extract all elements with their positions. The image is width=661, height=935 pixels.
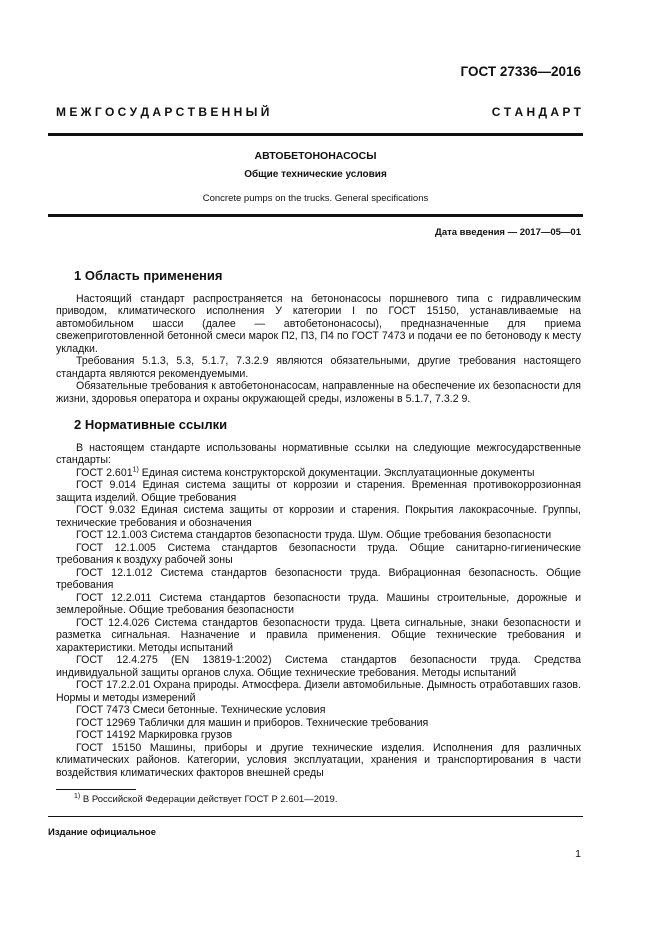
reference-item: ГОСТ 12.1.003 Система стандартов безопасности труда. Шум. Общие требования безопасности — [76, 529, 552, 541]
footnote-mark: 1) — [74, 792, 81, 800]
english-title: Concrete pumps on the trucks. General specifications — [202, 193, 429, 204]
paragraph: Настоящий стандарт распространяется на бетононасосы поршневого типа с гидравлическим приводом, климатического исполнения У категории I по ГОСТ 15150, устанавливаемые на автомобильном шасси (далее — автобетононасосы), предназначенные для приема свежеприготовленной бетонной смеси марок П2, П3, П4 по ГОСТ 7473 и подачи ее по бетоноводу к месту укладки. — [56, 292, 581, 355]
main-content — [56, 262, 581, 779]
reference-item: ГОСТ 9.014 Единая система защиты от коррозии и старения. Временная противокоррозионная защита изделий. Общие требования — [56, 479, 581, 504]
reference-item: ГОСТ 12.4.275 (EN 13819-1:2002) Система стандартов безопасности труда. Средства индивидуальной защиты органов слуха. Общие технические требования. Методы испытаний — [56, 654, 581, 679]
gost-number: ГОСТ 27336—2016 — [460, 64, 581, 79]
reference-item: ГОСТ 17.2.2.01 Охрана природы. Атмосфера. Дизели автомобильные. Дымность отработавших газов. Нормы и методы измерений — [56, 679, 581, 704]
reference-item: ГОСТ 7473 Смеси бетонные. Технические условия — [76, 704, 326, 716]
reference-item — [56, 467, 581, 480]
interstate-standard-banner — [56, 105, 581, 119]
reference-item: ГОСТ 14192 Маркировка грузов — [76, 729, 233, 741]
reference-code: ГОСТ 2.601 — [76, 466, 133, 479]
page-number: 1 — [575, 848, 581, 860]
footnote-text: В Российской Федерации действует ГОСТ Р 2.601—2019. — [80, 794, 338, 805]
bottom-rule — [48, 816, 583, 817]
reference-item: ГОСТ 12969 Таблички для машин и приборов. Технические требования — [76, 716, 429, 729]
reference-item: ГОСТ 12.1.012 Система стандартов безопасности труда. Вибрационная безопасность. Общие требования — [56, 566, 581, 591]
title-bottom-rule — [48, 214, 583, 217]
interstate-word: М Е Ж Г О С У Д А Р С Т В Е Н Н Ы Й — [56, 105, 270, 119]
footnote-separator — [56, 789, 136, 790]
footnote-mark: 1) — [132, 465, 139, 473]
document-title: АВТОБЕТОНОНАСОСЫ — [254, 150, 377, 162]
footnote — [74, 794, 337, 805]
reference-item: ГОСТ 9.032 Единая система защиты от коррозии и старения. Покрытия лакокрасочные. Группы, технические требования и обозначения — [56, 504, 581, 529]
paragraph: Обязательные требования к автобетононасосам, направленные на обеспечение их безопасности для жизни, здоровья оператора и охраны окружающей среды, изложены в 5.1.7, 7.3.2 9. — [56, 380, 581, 405]
paragraph: В настоящем стандарте использованы нормативные ссылки на следующие межгосударственные стандарты: — [56, 441, 581, 466]
top-rule — [48, 133, 583, 136]
reference-text: Единая система конструкторской документации. Эксплуатационные документы — [138, 466, 535, 479]
reference-item: ГОСТ 12.4.026 Система стандартов безопасности труда. Цвета сигнальные, знаки безопасности и разметка сигнальная. Назначение и правила применения. Общие технические требования и характеристики. Методы испытаний — [56, 616, 581, 654]
reference-item: ГОСТ 12.1.005 Система стандартов безопасности труда. Общие санитарно-гигиенические требования к воздуху рабочей зоны — [56, 541, 581, 566]
paragraph: Требования 5.1.3, 5.3, 5.1.7, 7.3.2.9 являются обязательными, другие требования настоящего стандарта являются рекомендуемыми. — [56, 355, 581, 380]
official-edition-label: Издание официальное — [48, 827, 156, 838]
reference-item: ГОСТ 12.2.011 Система стандартов безопасности труда. Машины строительные, дорожные и землеройные. Общие требования безопасности — [56, 591, 581, 616]
reference-item: ГОСТ 15150 Машины, приборы и другие технические изделия. Исполнения для различных климатических районов. Категории, условия эксплуатации, хранения и транспортирования в части воздействия климатических факторов внешней среды — [56, 741, 581, 779]
standard-word: С Т А Н Д А Р Т — [491, 105, 581, 119]
document-subtitle: Общие технические условия — [244, 169, 387, 180]
section-heading-scope: 1 Область применения — [74, 268, 223, 283]
section-heading-references: 2 Нормативные ссылки — [74, 417, 228, 432]
introduction-date: Дата введения — 2017—05—01 — [435, 227, 581, 238]
